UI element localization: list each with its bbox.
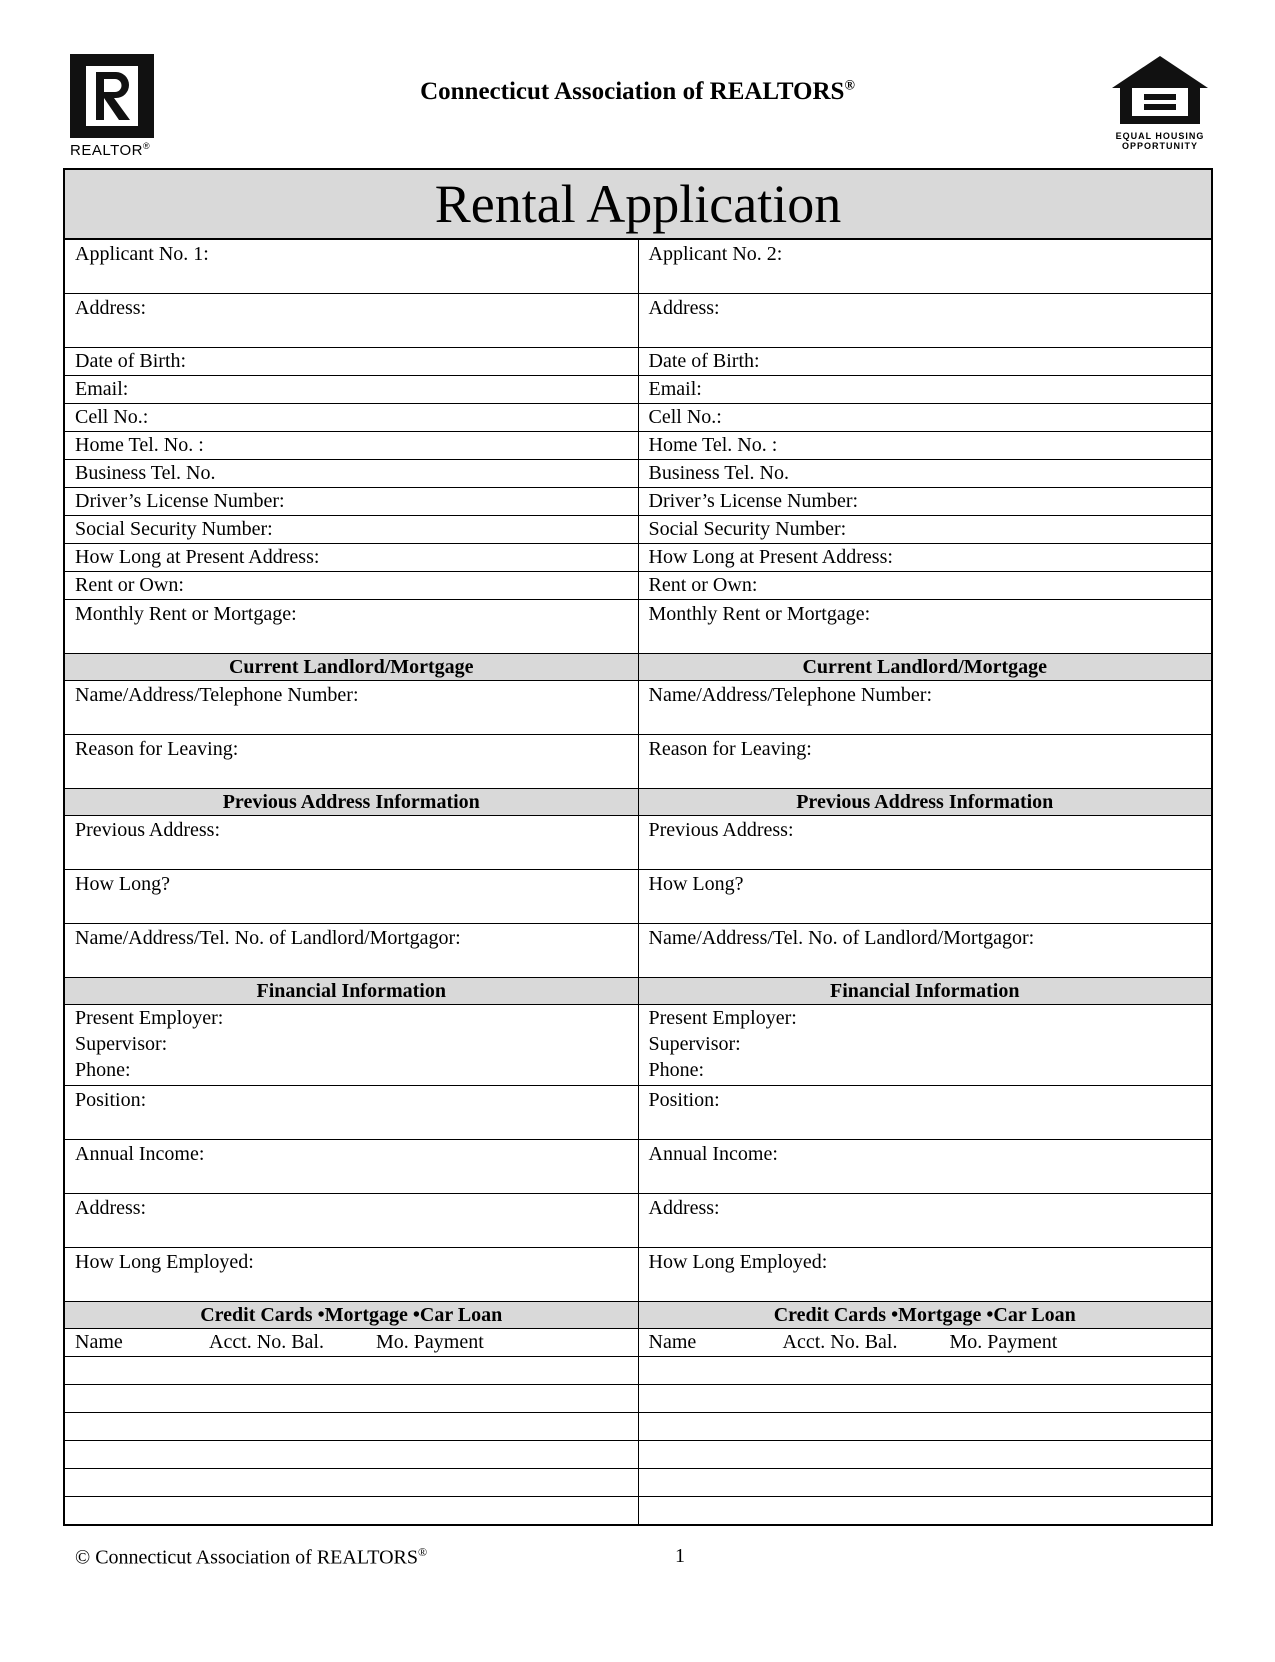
applicant-row [65, 240, 1211, 294]
section-credit-heading-2: Credit Cards •Mortgage •Car Loan [773, 1304, 1076, 1326]
drivers-license-field-1[interactable]: Driver’s License Number: [65, 488, 639, 515]
ssn-field-1[interactable]: Social Security Number: [65, 516, 639, 543]
dob-row [65, 348, 1211, 376]
address-row [65, 294, 1211, 348]
previous-address-row [65, 816, 1211, 870]
section-landlord [65, 654, 1211, 681]
realtor-logo-text: REALTOR® [70, 141, 151, 159]
cell-row [65, 404, 1211, 432]
present-employer-label: Present Employer: [648, 1007, 797, 1029]
credit-entry-2[interactable] [639, 1385, 1212, 1412]
reason-leaving-field-1[interactable]: Reason for Leaving: [65, 735, 639, 788]
equal-housing-line1: EQUAL HOUSING [1115, 131, 1205, 141]
drivers-license-row [65, 488, 1211, 516]
credit-entry-2[interactable] [639, 1469, 1212, 1496]
employer-field-1[interactable] [65, 1005, 639, 1085]
monthly-rent-field-1[interactable]: Monthly Rent or Mortgage: [65, 600, 639, 653]
section-credit-heading-1: Credit Cards •Mortgage •Car Loan [65, 1302, 639, 1328]
position-row [65, 1086, 1211, 1140]
applicant2-field[interactable]: Applicant No. 2: [648, 243, 783, 265]
section-landlord-heading-2: Current Landlord/Mortgage [802, 656, 1048, 678]
cell-field-2[interactable]: Cell No.: [648, 406, 722, 428]
col-name: Name [648, 1331, 697, 1353]
col-payment: Mo. Payment [949, 1331, 1058, 1353]
email-field-1[interactable]: Email: [65, 376, 639, 403]
supervisor-label: Supervisor: [75, 1033, 168, 1055]
monthly-rent-row [65, 600, 1211, 654]
email-row [65, 376, 1211, 404]
equal-housing-logo [1105, 52, 1215, 151]
previous-address-field-1[interactable]: Previous Address: [65, 816, 639, 869]
employer-address-field-2[interactable]: Address: [648, 1197, 720, 1219]
how-long-employed-field-1[interactable]: How Long Employed: [65, 1248, 639, 1301]
credit-entry-2[interactable] [639, 1357, 1212, 1384]
equal-housing-house-icon [1108, 52, 1212, 126]
cell-field-1[interactable]: Cell No.: [65, 404, 639, 431]
credit-entry-1[interactable] [65, 1413, 639, 1440]
credit-columns-2 [639, 1329, 1212, 1356]
landlord-contact-field-2[interactable]: Name/Address/Telephone Number: [648, 684, 933, 706]
landlord-contact-row [65, 681, 1211, 735]
ssn-field-2[interactable]: Social Security Number: [648, 518, 847, 540]
credit-entry-2[interactable] [639, 1413, 1212, 1440]
col-acct: Acct. No. Bal. [209, 1331, 324, 1353]
employer-address-field-1[interactable]: Address: [65, 1194, 639, 1247]
credit-entry-2[interactable] [639, 1441, 1212, 1468]
how-long-employed-row [65, 1248, 1211, 1302]
footer-copyright: © Connecticut Association of REALTORS® [75, 1545, 428, 1569]
how-long-field-2[interactable]: How Long? [648, 873, 744, 895]
how-long-present-field-2[interactable]: How Long at Present Address: [648, 546, 893, 568]
credit-columns-row [65, 1329, 1211, 1357]
form-title: Rental Application [65, 170, 1211, 240]
how-long-employed-field-2[interactable]: How Long Employed: [648, 1251, 828, 1273]
col-payment: Mo. Payment [376, 1331, 484, 1353]
rent-or-own-row [65, 572, 1211, 600]
annual-income-row [65, 1140, 1211, 1194]
reason-leaving-field-2[interactable]: Reason for Leaving: [648, 738, 812, 760]
supervisor-label: Supervisor: [648, 1033, 741, 1055]
landlord-contact-field-1[interactable]: Name/Address/Telephone Number: [65, 681, 639, 734]
credit-entry-row [65, 1469, 1211, 1497]
present-employer-label: Present Employer: [75, 1007, 224, 1029]
credit-entry-row [65, 1385, 1211, 1413]
position-field-2[interactable]: Position: [648, 1089, 720, 1111]
credit-entry-1[interactable] [65, 1441, 639, 1468]
ssn-row [65, 516, 1211, 544]
realtor-r-icon [70, 54, 154, 138]
employer-row [65, 1005, 1211, 1086]
col-name: Name [75, 1331, 123, 1353]
landlord-mortgagor-field-1[interactable]: Name/Address/Tel. No. of Landlord/Mortgagor: [65, 924, 639, 977]
page-number: 1 [675, 1545, 685, 1567]
credit-entry-1[interactable] [65, 1497, 639, 1524]
reason-leaving-row [65, 735, 1211, 789]
how-long-row [65, 870, 1211, 924]
employer-address-row [65, 1194, 1211, 1248]
drivers-license-field-2[interactable]: Driver’s License Number: [648, 490, 859, 512]
landlord-mortgagor-row [65, 924, 1211, 978]
section-previous-heading-2: Previous Address Information [796, 791, 1054, 813]
home-tel-field-2[interactable]: Home Tel. No. : [648, 434, 778, 456]
home-tel-row [65, 432, 1211, 460]
annual-income-field-1[interactable]: Annual Income: [65, 1140, 639, 1193]
section-landlord-heading-1: Current Landlord/Mortgage [65, 654, 639, 680]
organization-title: Connecticut Association of REALTORS® [420, 78, 855, 105]
realtor-logo [70, 54, 160, 159]
section-previous [65, 789, 1211, 816]
rent-or-own-field-2[interactable]: Rent or Own: [648, 574, 758, 596]
phone-label: Phone: [75, 1059, 131, 1081]
section-credit [65, 1302, 1211, 1329]
applicant1-field[interactable]: Applicant No. 1: [65, 240, 639, 293]
position-field-1[interactable]: Position: [65, 1086, 639, 1139]
equal-housing-line2: OPPORTUNITY [1121, 141, 1198, 151]
address-field-1[interactable]: Address: [65, 294, 639, 347]
phone-label: Phone: [648, 1059, 705, 1081]
credit-entry-row [65, 1441, 1211, 1469]
employer-field-2[interactable] [639, 1005, 1212, 1085]
previous-address-field-2[interactable]: Previous Address: [648, 819, 794, 841]
how-long-present-field-1[interactable]: How Long at Present Address: [65, 544, 639, 571]
dob-field-2[interactable]: Date of Birth: [648, 350, 760, 372]
email-field-2[interactable]: Email: [648, 378, 702, 400]
section-previous-heading-1: Previous Address Information [65, 789, 639, 815]
credit-entry-1[interactable] [65, 1385, 639, 1412]
section-financial-heading-1: Financial Information [65, 978, 639, 1004]
credit-entry-row [65, 1497, 1211, 1524]
home-tel-field-1[interactable]: Home Tel. No. : [65, 432, 639, 459]
business-tel-row [65, 460, 1211, 488]
landlord-mortgagor-field-2[interactable]: Name/Address/Tel. No. of Landlord/Mortgagor: [648, 927, 1035, 949]
section-financial-heading-2: Financial Information [830, 980, 1020, 1002]
rent-or-own-field-1[interactable]: Rent or Own: [65, 572, 639, 599]
credit-entry-1[interactable] [65, 1357, 639, 1384]
dob-field-1[interactable]: Date of Birth: [65, 348, 639, 375]
monthly-rent-field-2[interactable]: Monthly Rent or Mortgage: [648, 603, 871, 625]
business-tel-field-1[interactable]: Business Tel. No. [65, 460, 639, 487]
business-tel-field-2[interactable]: Business Tel. No. [648, 462, 789, 484]
rental-application-form [63, 168, 1213, 1526]
credit-entry-2[interactable] [639, 1497, 1212, 1524]
credit-entry-row [65, 1413, 1211, 1441]
credit-entry-1[interactable] [65, 1469, 639, 1496]
how-long-present-row [65, 544, 1211, 572]
col-acct: Acct. No. Bal. [782, 1331, 898, 1353]
address-field-2[interactable]: Address: [648, 297, 720, 319]
section-financial [65, 978, 1211, 1005]
credit-columns-1 [65, 1329, 639, 1356]
annual-income-field-2[interactable]: Annual Income: [648, 1143, 778, 1165]
credit-entry-row [65, 1357, 1211, 1385]
how-long-field-1[interactable]: How Long? [65, 870, 639, 923]
